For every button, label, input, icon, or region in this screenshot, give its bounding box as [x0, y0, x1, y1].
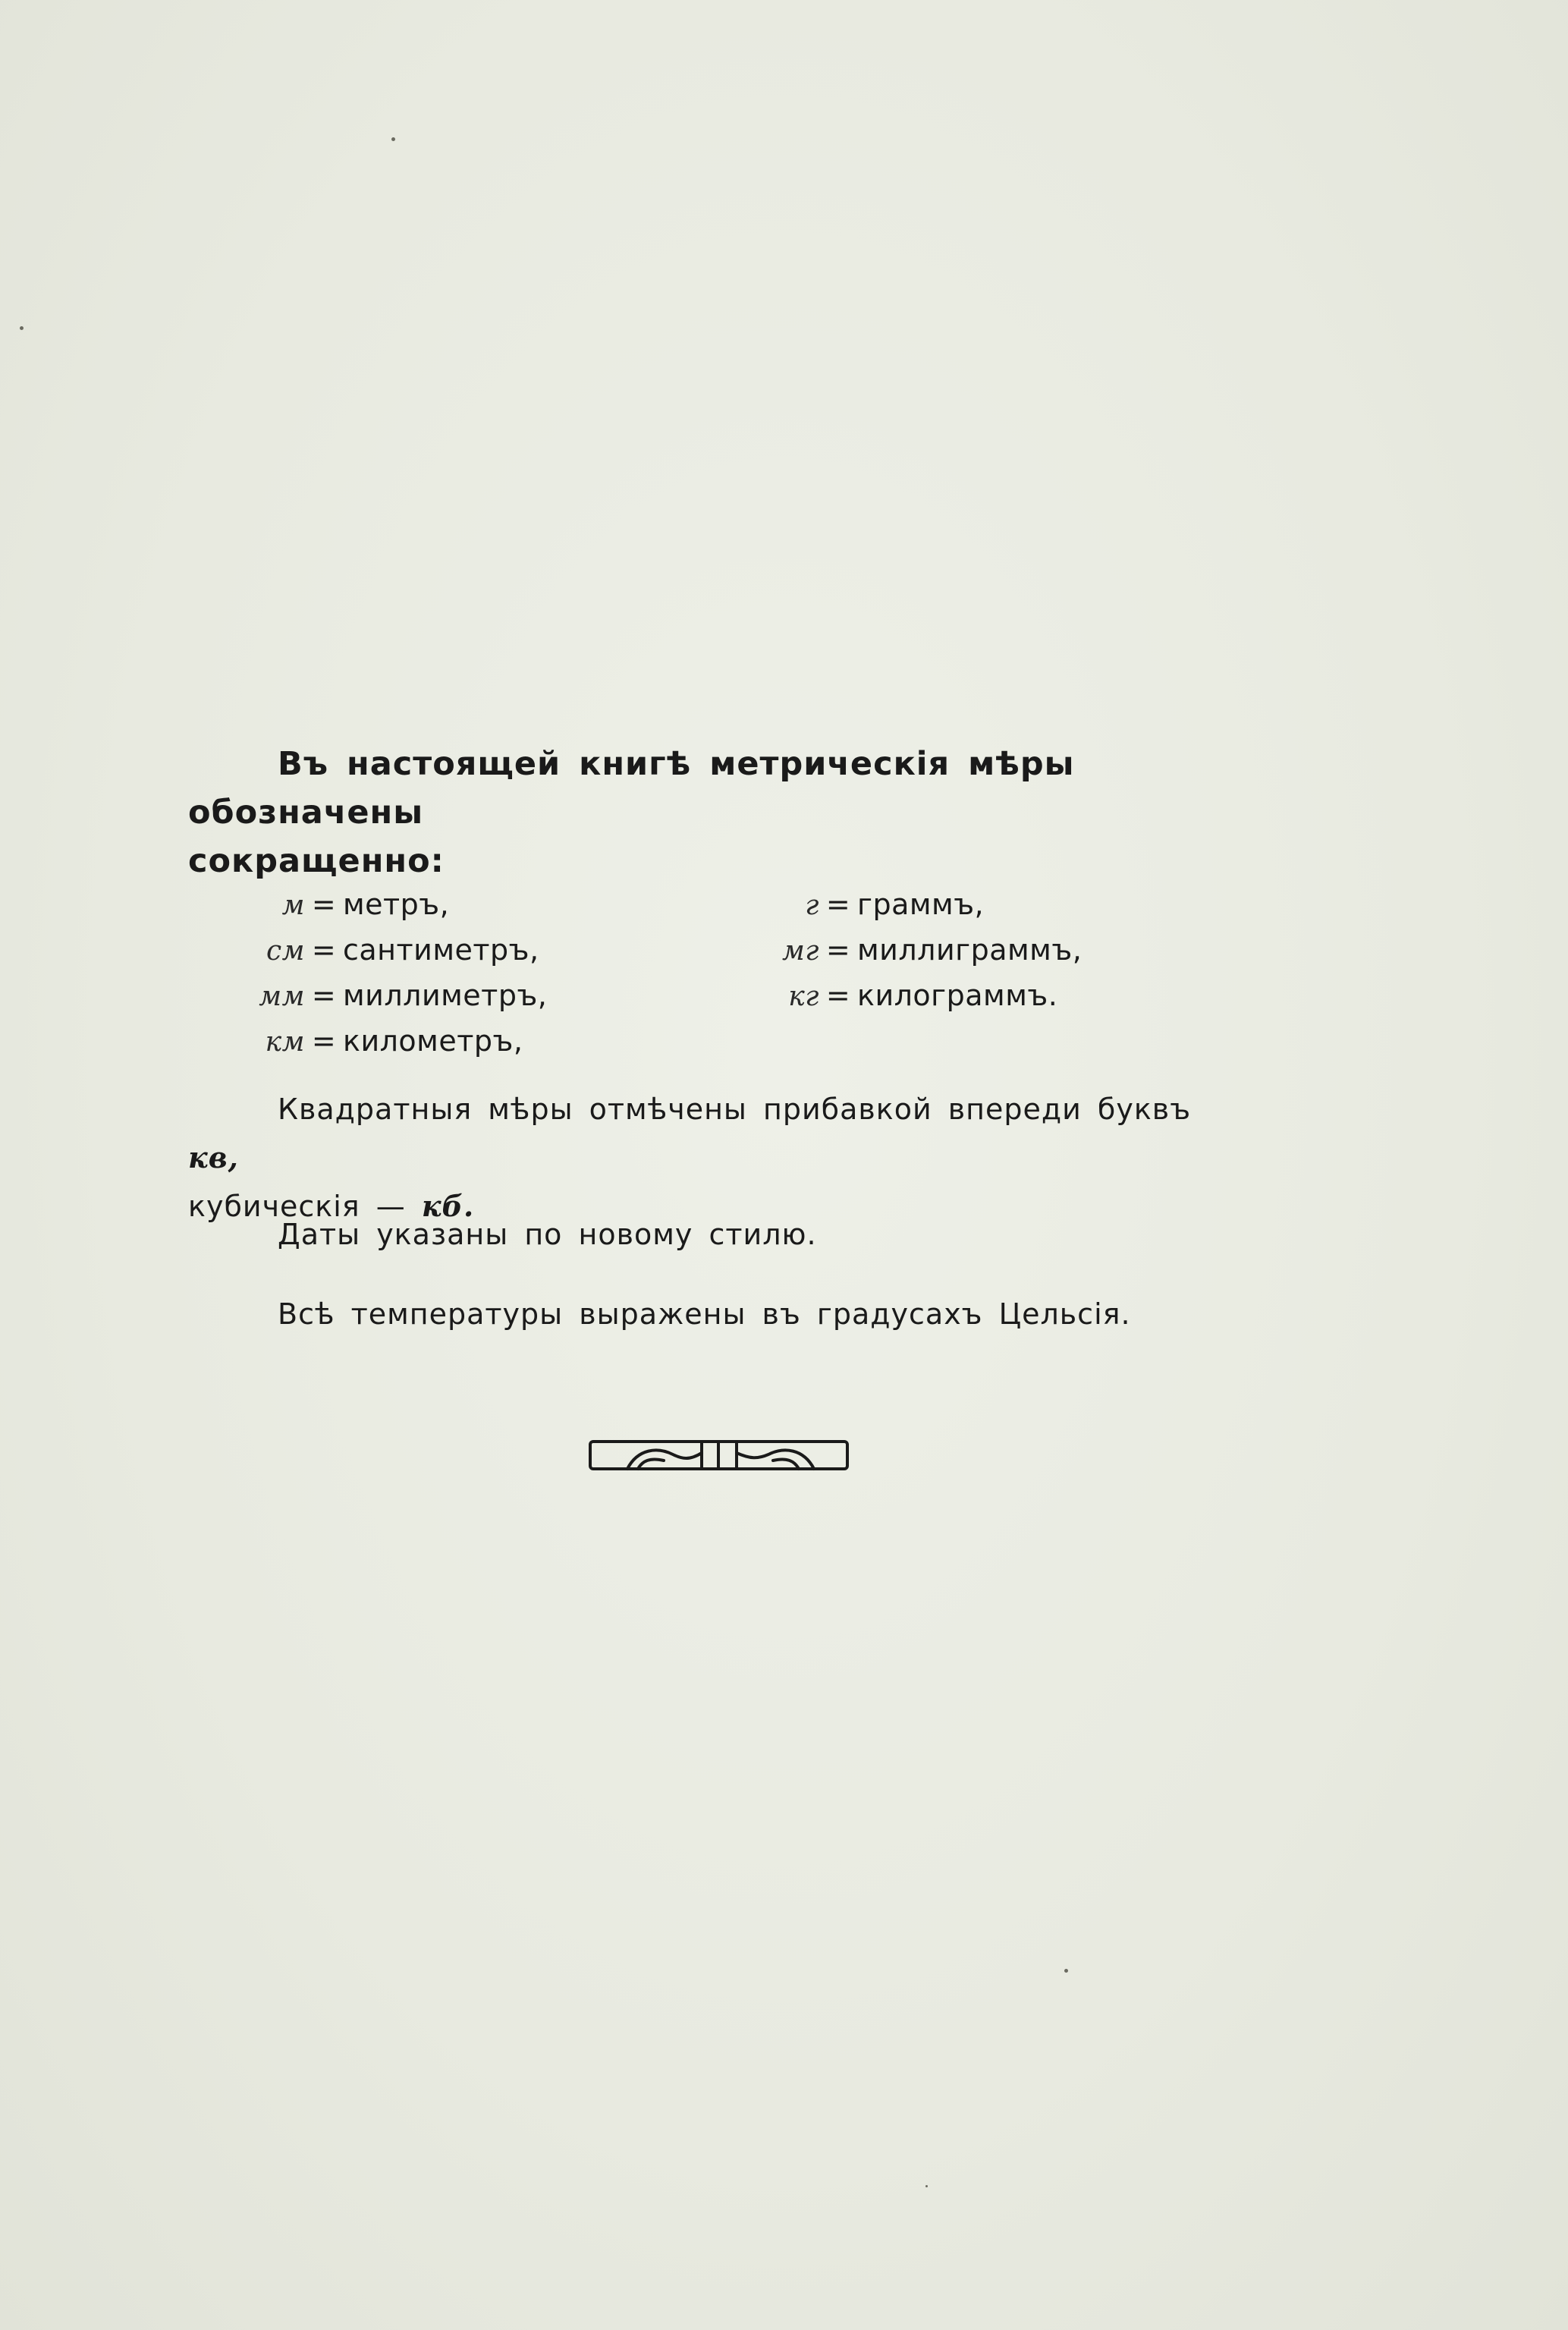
- unit-row: [212, 882, 547, 928]
- unit-symbol: мг: [781, 935, 819, 967]
- dates-note-text: Даты указаны по новому стилю.: [278, 1218, 817, 1251]
- unit-symbol: мм: [259, 981, 305, 1012]
- unit-name: миллиметръ,: [343, 979, 548, 1012]
- unit-name: граммъ,: [857, 888, 985, 921]
- temperature-note: [188, 1290, 1258, 1338]
- dates-note: [188, 1210, 1258, 1259]
- unit-name: миллиграммъ,: [857, 933, 1083, 967]
- unit-row: [212, 973, 547, 1019]
- unit-row: [728, 928, 1082, 973]
- unit-row: [728, 973, 1082, 1019]
- intro-line-1: Въ настоящей книгѣ метрическія мѣры обозначены: [188, 745, 1075, 832]
- temperature-note-text: Всѣ температуры выражены въ градусахъ Цельсія.: [278, 1297, 1131, 1331]
- equals-sign: =: [311, 888, 337, 921]
- intro-line-2: сокращенно:: [188, 842, 445, 880]
- unit-row: [212, 1019, 547, 1064]
- decorative-ornament-icon: [588, 1438, 850, 1473]
- intro-paragraph: [188, 740, 1258, 885]
- unit-symbol: кг: [788, 981, 819, 1012]
- equals-sign: =: [311, 979, 337, 1012]
- unit-symbol: см: [266, 935, 305, 967]
- unit-name: сантиметръ,: [343, 933, 539, 967]
- paper-speck: [925, 2185, 928, 2187]
- unit-name: килограммъ.: [857, 979, 1058, 1012]
- paper-speck: [1064, 1969, 1068, 1973]
- unit-row: [728, 882, 1082, 928]
- square-cubic-note: [188, 1085, 1258, 1231]
- cubic-prefix: кб.: [421, 1189, 475, 1223]
- cubic-note-text: кубическія —: [188, 1190, 406, 1223]
- equals-sign: =: [825, 979, 851, 1012]
- length-units-list: [212, 882, 547, 1064]
- unit-name: километръ,: [343, 1024, 523, 1058]
- unit-symbol: г: [805, 890, 819, 921]
- unit-name: метръ,: [343, 888, 450, 921]
- square-note-text: Квадратныя мѣры отмѣчены прибавкой впереди буквъ: [278, 1093, 1192, 1126]
- equals-sign: =: [311, 933, 337, 967]
- equals-sign: =: [825, 933, 851, 967]
- paper-speck: [391, 137, 395, 141]
- equals-sign: =: [825, 888, 851, 921]
- mass-units-list: [728, 882, 1082, 1019]
- paper-speck: [20, 326, 24, 330]
- unit-symbol: км: [265, 1027, 305, 1058]
- unit-symbol: м: [281, 890, 305, 921]
- square-prefix: кв,: [188, 1140, 239, 1174]
- unit-row: [212, 928, 547, 973]
- equals-sign: =: [311, 1024, 337, 1058]
